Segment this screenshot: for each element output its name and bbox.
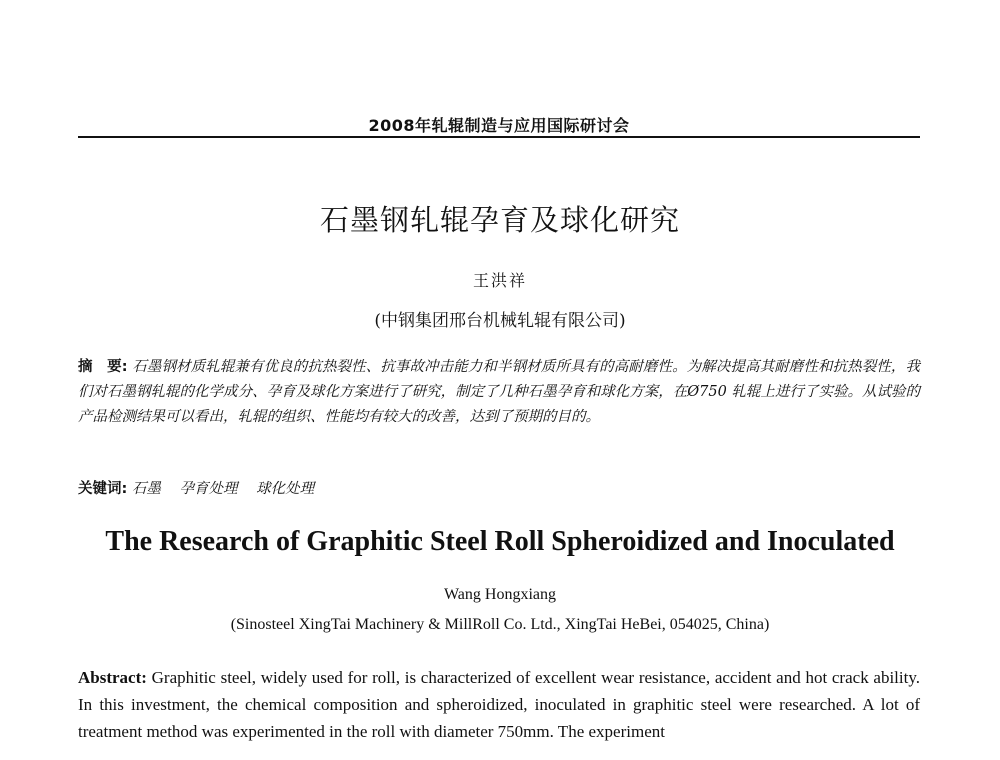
chinese-keywords-label: 关键词: (78, 481, 128, 497)
english-title: The Research of Graphitic Steel Roll Spheroidized and Inoculated (105, 526, 895, 557)
chinese-affiliation: (中钢集团邢台机械轧辊有限公司) (374, 311, 626, 331)
english-abstract-text: Graphitic steel, widely used for roll, is characterized of excellent wear resistance, accident and hot crack ability. In this investment, the chemical composition and spheroidized, inoculated in graphitic steel were researched. A lot of treatment method was experimented in the roll with diameter 750mm. The experiment (78, 668, 920, 741)
running-header: 2008年轧辊制造与应用国际研讨会 (368, 116, 630, 135)
chinese-abstract (78, 355, 920, 430)
keyword: 球化处理 (256, 481, 315, 497)
chinese-keywords (78, 477, 920, 498)
chinese-abstract-text: 石墨钢材质轧辊兼有优良的抗热裂性、抗事故冲击能力和半钢材质所具有的高耐磨性。为解决提高其耐磨性和抗热裂性，我们对石墨钢轧辊的化学成分、孕育及球化方案进行了研究，制定了几种石墨孕育和球化方案，在Ø750 轧辊上进行了实验。从试验的产品检测结果可以看出，轧辊的组织、性能均有较大的改善，达到了预期的目的。 (78, 359, 920, 425)
chinese-abstract-label: 摘 要: (78, 359, 128, 375)
english-abstract-label: Abstract: (78, 668, 147, 687)
keyword: 石墨 (131, 481, 161, 497)
english-affiliation: (Sinosteel XingTai Machinery & MillRoll Co. Ltd., XingTai HeBei, 054025, China) (230, 616, 770, 633)
english-abstract (78, 664, 920, 745)
english-author: Wang Hongxiang (443, 586, 557, 603)
chinese-title: 石墨钢轧辊孕育及球化研究 (319, 203, 680, 237)
chinese-author: 王洪祥 (472, 271, 527, 290)
keyword: 孕育处理 (179, 481, 238, 497)
header-rule (78, 136, 920, 138)
